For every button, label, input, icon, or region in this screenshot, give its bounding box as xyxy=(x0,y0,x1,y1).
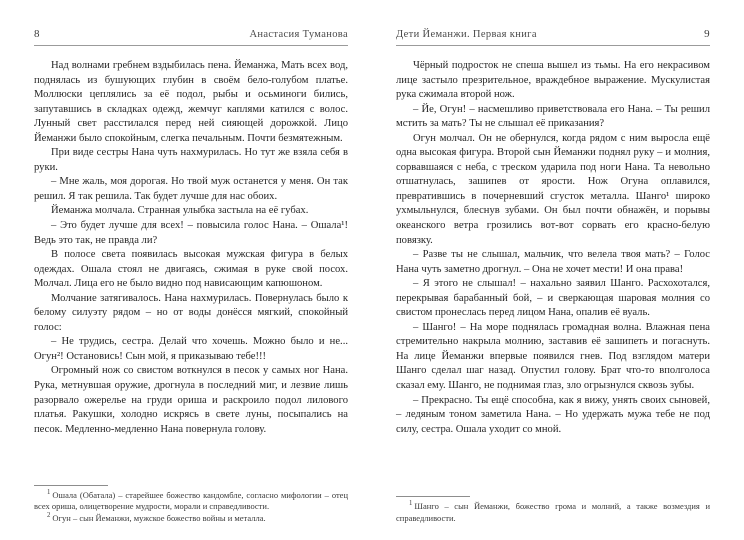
footnotes-right xyxy=(396,496,710,524)
paragraph: Молчание затягивалось. Нана нахмурилась. Повернулась было к белому силуэту рядом – но от воды донёсся мягкий, спокойный голос: xyxy=(34,292,348,333)
paragraph: – Разве ты не слышал, мальчик, что велела твоя мать? – Голос Нана чуть заметно дрогнул. – Она не хочет мести! И она права! xyxy=(396,249,710,275)
running-head-title: Дети Йеманжи. Первая книга xyxy=(396,29,537,40)
paragraph: – Йе, Огун! – насмешливо приветствовала его Нана. – Ты решил мстить за мать? Ты не слышал её приказания? xyxy=(396,103,710,130)
paragraph: Над волнами гребнем вздыбилась пена. Йеманжа, Мать всех вод, поднялась из бушующих глубин в своём бело-голубом платье. Моллюски цеплялись за её подол, рыбы и осьминоги бились, запутавшись в складках одежд, жемчуг каплями катился с волос. Лунный свет расстилался перед ней сияющей дорожкой. Лицо Йеманжи было спокойным, слегка печальным. Почти безмятежным. xyxy=(34,60,348,144)
paragraph: В полосе света появилась высокая мужская фигура в белых одеждах. Ошала стоял не двигаясь, сжимая в руке свой посох. Молчал. Лица его не было видно под нависающим капюшоном. xyxy=(34,249,348,290)
paragraph: – Я этого не слышал! – нахально заявил Шанго. Расхохотался, перекрывая барабанный бой, – и сверкающая шаровая молния со свистом пронеслась перед лицом Нана, опалив её вуаль. xyxy=(396,278,710,319)
paragraph: Огун молчал. Он не обернулся, когда рядом с ним выросла ещё одна высокая фигура. Второй сын Йеманжи поднял руку – и молния, сорвавшаяся с неба, с треском ударила под ноги Нана. Та невольно отшатнулась, зашипев от ярости. Нож Огуна оплавился, превратившись в почерневший сгусток металла. Шанго¹ широко ухмыльнулся, блеснув зубами. Он был почти обнажён, и порывы океанского ветра грозились вот-вот сорвать его красно-белую повязку. xyxy=(396,132,710,246)
footnote-marker: 2 xyxy=(47,511,51,519)
footnote xyxy=(34,490,348,513)
paragraph: Йеманжа молчала. Странная улыбка застыла на её губах. xyxy=(51,205,309,217)
paragraph: Чёрный подросток не спеша вышел из тьмы. На его некрасивом лице застыло презрительное, враждебное выражение. Мускулистая рука сжимала второй нож. xyxy=(396,60,710,101)
page-right xyxy=(372,0,744,540)
header-rule-left xyxy=(34,45,348,46)
footnote-marker: 1 xyxy=(409,500,413,508)
paragraph: – Прекрасно. Ты ещё способна, как я вижу, унять своих сыновей, – ледяным тоном заметила Нана. – Но удержать мужа тебе не под силу, сестра. Ошала уходит со мной. xyxy=(396,394,710,435)
header-rule-right xyxy=(396,45,710,46)
paragraph: – Это будет лучше для всех! – повысила голос Нана. – Ошала¹! Ведь это так, не правда ли? xyxy=(34,220,348,246)
footnotes-left xyxy=(34,485,348,524)
paragraph: – Шанго! – На море поднялась громадная волна. Влажная пена стремительно накрыла молнию, заставив её зашипеть и погаснуть. На лице Йеманжи впервые появился гнев. Под взглядом матери Шанго сделал шаг назад. Опустил голову. Брат что-то вполголоса сказал ему. Шанго, не поднимая глаз, зло огрызнулся сквозь зубы. xyxy=(396,321,710,392)
footnote-text: Огун – сын Йеманжи, мужское божество войны и металла. xyxy=(52,512,266,523)
page-number-left: 8 xyxy=(34,28,40,40)
footnote-separator-right xyxy=(396,496,470,497)
footnote-marker: 1 xyxy=(47,488,51,496)
running-head-left xyxy=(34,28,348,42)
running-head-right xyxy=(396,28,710,42)
footnote-text: Ошала (Обатала) – старейшее божество кандомбле, согласно мифологии – отец всех ориша, олицетворение мудрости, морали и справедливости. xyxy=(34,489,348,512)
paragraph: – Мне жаль, моя дорогая. Но твой муж останется у меня. Он так решил. Я так решила. Так будет лучше для нас обоих. xyxy=(34,176,348,202)
paragraph: – Не трудись, сестра. Делай что хочешь. Можно было и не... Огун²! Остановись! Сын мой, я приказываю тебе!!! xyxy=(34,336,348,362)
footnote xyxy=(396,501,710,524)
footnote-separator-left xyxy=(34,485,108,486)
paragraph: При виде сестры Нана чуть нахмурилась. Но тут же взяла себя в руки. xyxy=(34,147,348,173)
paragraph: Огромный нож со свистом воткнулся в песок у самых ног Нана. Рука, метнувшая оружие, дрогнула в последний миг, и лезвие лишь разорвало ожерелье на груди ориша и раскроило подол лилового платья. Ракушки, холодно искрясь в свете луны, посыпались на песок. Медленно-медленно Нана повернула голову. xyxy=(34,365,348,435)
body-text-left xyxy=(34,59,348,437)
body-text-right xyxy=(396,59,710,437)
running-head-author: Анастасия Туманова xyxy=(249,29,348,40)
page-number-right: 9 xyxy=(704,28,710,40)
footnote-text: Шанго – сын Йеманжи, божество грома и молний, а также возмездия и справедливости. xyxy=(396,501,710,523)
footnote xyxy=(34,513,348,524)
